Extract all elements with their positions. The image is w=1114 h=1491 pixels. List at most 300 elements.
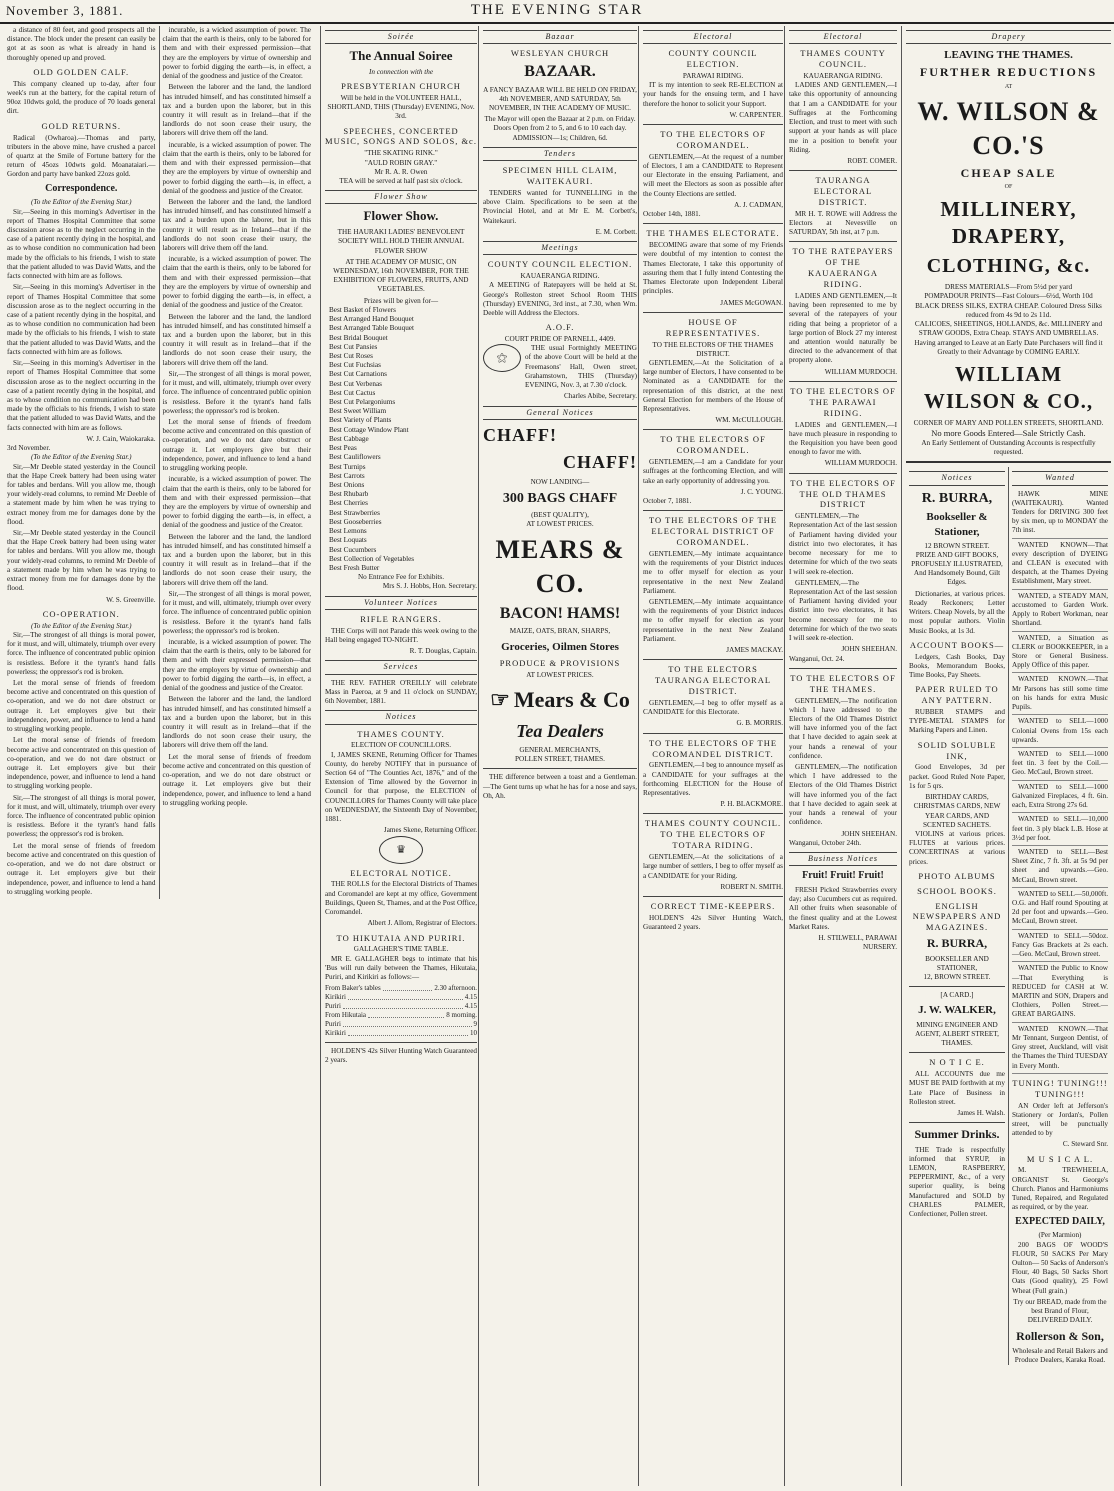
- envelopes: Good Envelopes, 3d per packet. Good Ruled Note Paper, 1s for 5 qrs.: [909, 763, 1005, 790]
- prizes-head: Prizes will be given for—: [363, 296, 439, 305]
- article-land-13: Between the laborer and the land, the landlord has intruded himself, and has constituted himself a tax and a burden upon the laborer, but in this country it will result as in Ireland—that if the landlords do not soon cease their usury, the laborers will drive them off the land.: [162, 695, 311, 750]
- coop-body-3: Let the moral sense of friends of freedom become active and concentrated on this question of co-operation, and we do not dare obstruct or outrage it. Let employers give but their independence, power, and influence to lend a hand to struggling working people.: [7, 736, 156, 791]
- old-text-2: GENTLEMEN,—The Representation Act of the last session of Parliament having divided your district into two electorates, it has become necessary for me to determine for which of the two seats I will seek re-election.: [789, 578, 897, 643]
- timetable-place: Kirikiri: [325, 993, 346, 1002]
- meeting-text: A MEETING of Ratepayers will be held at St. George's Rolleston street School Room THIS (Thursday) EVENING, 3rd inst., at 7.30, when Wm. Deeble will Address the Electors.: [483, 281, 637, 317]
- thames2-date: Wanganui, October 24th.: [789, 838, 862, 847]
- burra-name-2: R. BURRA,: [926, 936, 988, 951]
- letter1-body: Sir,—Seeing in this morning's Advertiser in the report of Thames Hospital Committee that some discussion arose as to the neglect occurring in the case of a patient recently dying in the hospital, and as to whose condition no communication had been made by the officials to his friends, I wish to state that the patient alluded to was David Watts, and the facts connected with him are as follows.: [7, 207, 156, 281]
- house-sub: TO THE ELECTORS OF THE THAMES DISTRICT.: [652, 340, 774, 358]
- wanted-item: WANTED KNOWN.—That Mr Tennant, Surgeon Dentist, of Grey street, Auckland, will visit the Thames the Third TUESDAY in Every Month.: [1012, 1025, 1108, 1074]
- article-land-9: incurable, is a wicked assumption of power. The claim that the earth is theirs, only to be labored for them and with their expressed permission—that they are the employers by virtue of ownership and power to forbid digging the earth—is, in effect, a denial of the goodness and justice of the Creator.: [162, 475, 311, 530]
- old-head: TO THE ELECTORS OF THE OLD THAMES DISTRICT: [790, 477, 896, 510]
- wanted-item: WANTED, a Situation as CLERK or BOOKKEEPER, in a Store or General Business. Apply Office of this paper.: [1012, 634, 1108, 674]
- article-land-12: incurable, is a wicked assumption of power. The claim that the earth is theirs, only to be labored for them and with their expressed permission—that they are the employers by virtue of ownership and power to forbid digging the earth—is, in effect, a denial of the goodness and justice of the Creator.: [162, 638, 311, 693]
- parawai-head: TO THE ELECTORS OF THE PARAWAI RIDING.: [790, 385, 896, 418]
- ledgers: Ledgers, Cash Books, Day Books, Memorandum Books, Time Books, Pay Sheets.: [909, 652, 1005, 680]
- article-land-5: incurable, is a wicked assumption of power. The claim that the earth is theirs, only to be labored for them and with their expressed permission—that they are the employers by virtue of ownership and power to forbid digging the earth—is, in effect, a denial of the goodness and justice of the Creator.: [162, 255, 311, 310]
- house-signature: WM. McCULLOUGH.: [715, 416, 783, 425]
- rifle-text: THE Corps will not Parade this week owing to the Hall being engaged TO-NIGHT.: [325, 626, 477, 644]
- pointing-hand-icon: ☞: [490, 686, 510, 712]
- rate-head: TO THE RATEPAYERS OF THE KAUAERANGA RIDING.: [792, 246, 894, 290]
- wanted-item: HAWK MINE (WAITEKAURI). Wanted Tenders for DRIVING 300 feet by six men, up to MONDAY the 7th inst.: [1012, 490, 1108, 539]
- notice-head: N O T I C E.: [929, 1057, 985, 1068]
- prize-list: [325, 306, 477, 573]
- coro-signature: A. J. CADMAN,: [734, 200, 783, 209]
- letter1-body-cont: Sir,—Seeing in this morning's Advertiser in the report of Thames Hospital Committee that some discussion arose as to the neglect occurring in the case of a patient recently dying in the hospital, and as to whose condition no communication had been made by the officials to his friends, I wish to state that the patient alluded to was David Watts, and the facts connected with him are as follows.: [7, 283, 156, 356]
- timetable-row: [325, 984, 477, 993]
- bazaar-church: WESLEYAN CHURCH: [510, 48, 610, 59]
- tuning-head: TUNING! TUNING!!! TUNING!!!: [1012, 1077, 1108, 1099]
- birthday-cards: BIRTHDAY CARDS, CHRISTMAS CARDS, NEW YEAR CARDS, AND SCENTED SACHETS.: [913, 793, 1001, 829]
- article-land-14: Let the moral sense of friends of freedom become active and concentrated on this question of co-operation, and we do not dare obstruct or outrage it. Let employers give but their independence, power, and influence to lend a hand to struggling working people.: [162, 752, 311, 807]
- timetable-row: [325, 1011, 477, 1020]
- article-land-3: incurable, is a wicked assumption of power. The claim that the earth is theirs, only to be labored for them and with their expressed permission—that they are the employers by virtue of ownership and power to forbid digging the earth—is, in effect, a denial of the goodness and justice of the Creator.: [162, 140, 311, 195]
- prize-item: Best Collection of Vegetables: [329, 554, 415, 563]
- aof-text: THE usual Fortnightly MEETING of the above Court will be held at the Freemasons' Hall, Owen street, Grahamstown, THIS (Thursday) EVENING, Nov. 3, at 7.30 o'clock.: [525, 344, 637, 390]
- fruit-signature: H. STILWELL, PARAWAI NURSERY.: [818, 934, 897, 952]
- pompadour: POMPADOUR PRINTS—Fast Colours—6½d, Worth 10d: [924, 292, 1093, 301]
- cc-head: COUNTY COUNCIL ELECTION.: [668, 48, 758, 70]
- section-correspondence: Correspondence.: [45, 182, 118, 194]
- thames-head: THE THAMES ELECTORATE.: [646, 228, 780, 239]
- column-news: [4, 26, 318, 1486]
- tag-electoral-2: Electoral: [789, 30, 897, 44]
- prize-item: Best Carrots: [329, 471, 365, 480]
- electoral-notice-head: ELECTORAL NOTICE.: [350, 867, 452, 878]
- pollen-street: POLLEN STREET, THAMES.: [515, 755, 605, 764]
- coop-body-5: Let the moral sense of friends of freedom become active and concentrated on this question of co-operation, and we do not dare obstruct or outrage it. Let employers give but their independence, power, and influence to lend a hand to struggling working people.: [7, 841, 156, 896]
- tea-dealers: Tea Dealers: [516, 720, 604, 741]
- thames-text: BECOMING aware that some of my Friends were doubtful of my intention to contest the Thames Electorate, I take this opportunity of assuring them that I fully intend Contesting the Thames Electorate upon Independent Liberal principles.: [643, 241, 783, 296]
- account-books: ACCOUNT BOOKS—: [909, 639, 1005, 650]
- prize-item: Best Cut Carnations: [329, 370, 387, 379]
- flower-signature: Mrs S. J. Hobbs, Hon. Secretary.: [382, 582, 477, 591]
- card-label: [A CARD.]: [940, 991, 974, 1000]
- tag-tenders: Tenders: [483, 147, 637, 161]
- wholesale: Wholesale and Retail Bakers and Produce Dealers, Karaka Road.: [1012, 1346, 1108, 1365]
- timetable-place: Kirikiri: [325, 1029, 346, 1038]
- coro2-head: TO THE ELECTORS OF COROMANDEL.: [660, 434, 766, 456]
- timekeepers-text: HOLDEN'S 42s Silver Hunting Watch, Guaranteed 2 years.: [643, 913, 783, 932]
- rate-text: LADIES AND GENTLEMEN,—It having been represented to me by several of the ratepayers of your riding that being a proprietor of a large portion of Block 27 my interest and attention would naturally be directed to the advancement of that property alone.: [789, 291, 897, 365]
- county-head: THAMES COUNTY.: [357, 728, 445, 739]
- prize-item: Best Loquats: [329, 536, 367, 545]
- silks: BLACK DRESS SILKS, EXTRA CHEAP. Coloured Dress Silks reduced from 4s 9d to 2s 11d.: [915, 301, 1102, 319]
- gallagher-text: MR E. GALLAGHER begs to intimate that his 'Bus will run daily between the Thames, Hikutaia, Puriri, and Kirikiri as follows:—: [325, 954, 477, 982]
- letter2-signature: W. S. Greenville.: [106, 595, 156, 604]
- parawai-signature: WILLIAM MURDOCH.: [824, 459, 897, 468]
- wanted-item: WANTED to SELL—1000 Galvanized Fireplaces, 4 ft. 6in. each, Extra Strong 27s 6d.: [1012, 783, 1108, 814]
- article-land-1: incurable, is a wicked assumption of power. The claim that the earth is theirs, only to be labored for them and with their expressed permission—that they are the employers by virtue of ownership and power to forbid digging the earth—is, in effect, a denial of the goodness and justice of the Creator.: [162, 26, 311, 81]
- hikutaia-head: TO HIKUTAIA AND PURIRI.: [336, 932, 466, 943]
- paper-ruled: PAPER RULED TO ANY PATTERN.: [915, 684, 999, 706]
- prize-item: Best Arranged Hand Bouquet: [329, 315, 414, 324]
- emblem-icon: ⚝: [483, 344, 521, 392]
- dress-materials: DRESS MATERIALS—From 5½d per yard: [944, 283, 1073, 292]
- brown-street: 12 BROWN STREET.: [924, 541, 990, 550]
- county-text: I, JAMES SKENE, Returning Officer for Thames County, do hereby NOTIFY that in pursuance of Section 64 of "The Counties Act, 1876," and of the Extension of Time allowed by the Governor in Council for that purpose, the ELECTION of COUNCILLORS for Thames County will take place on WEDNESDAY, the Sixteenth Day of November, 1881.: [325, 750, 477, 824]
- soiree-sub: In connection with the: [368, 67, 434, 76]
- coop-body-2: Let the moral sense of friends of freedom become active and concentrated on this question of co-operation, and we do not dare obstruct or outrage it. Let employers give but their independence, power, and influence to lend a hand to struggling working people.: [7, 678, 156, 734]
- settlement: An Early Settlement of Outstanding Accounts is respectfully requested.: [921, 438, 1096, 457]
- prize-item: Best Basket of Flowers: [329, 305, 396, 314]
- rate-signature: WILLIAM MURDOCH.: [824, 367, 897, 376]
- wanted-item: WANTED, a STEADY MAN, accustomed to Garden Work. Apply to Robert Workman, near Shortland.: [1012, 592, 1108, 632]
- tender-signature: E. M. Corbett.: [595, 227, 637, 236]
- prize-item: Best Onions: [329, 481, 365, 489]
- tag-volunteer: Volunteer Notices: [325, 596, 477, 610]
- tec-text-2: GENTLEMEN,—My intimate acquaintance with the requirements of your District induces me to offer myself for election as your representative in the next New Zealand Parliament.: [643, 598, 783, 643]
- prize-item: Best Cottage Window Plant: [329, 425, 409, 434]
- article-gold-returns: Radical (Owharoa).—Thomas and party, tributers in the above mine, have crushed a parcel of quartz at the Smile of Fortune battery for the return of 45ozs 10dwts gold. Moanataiari.—Gordon and party have banked 22ozs gold.: [7, 133, 156, 179]
- old-signature: JOHN SHEEHAN.: [841, 645, 897, 654]
- letter1-signature: W. J. Cain, Waiokaraka.: [86, 434, 156, 443]
- prize-item: Best Variety of Plants: [329, 416, 392, 425]
- wanted-item: WANTED the Public to Know—That Everything is REDUCED for CASH at W. MARTIN and SON, Drapers and Clothiers, Pollen Street.—GREAT BARGAINS.: [1012, 964, 1108, 1022]
- summer-text: THE Trade is respectfully informed that SYRUP, in LEMON, RASPBERRY, PEPPERMINT, &c., of a very superior quality, is being Manufactured and SOLD by CHARLES PALMER, Confectioner, Pollen street.: [909, 1145, 1005, 1219]
- soiree-where: Will be held in the VOLUNTEER HALL, SHORTLAND, THIS (Thursday) EVENING, Nov. 3rd.: [327, 93, 475, 121]
- prize-item: Best Cut Cactus: [329, 388, 376, 397]
- william-wilson: WILLIAM WILSON & CO.,: [923, 362, 1094, 413]
- tcc-signature: ROBT. COMER.: [847, 156, 897, 165]
- best-quality: (BEST QUALITY),: [531, 511, 589, 519]
- letter2-body: Sir,—Mr Deeble stated yesterday in the Council that the Hape Creek battery had been using water for tables and berdans. Will you allow me, though your widely-read columns, to remind Mr Deeble of a statement made by him when he was trying to extract money from me for damages done by the flood.: [7, 462, 156, 526]
- tuning-signature: C. Steward Snr.: [1062, 1140, 1108, 1149]
- general-merchants: GENERAL MERCHANTS,: [519, 746, 601, 755]
- notice-text: ALL ACCOUNTS due me MUST BE PAID forthwith at my Late Place of Business in Rolleston street.: [909, 1070, 1005, 1106]
- bazaar-title: BAZAAR.: [524, 63, 596, 81]
- soiree-church: PRESBYTERIAN CHURCH: [341, 81, 461, 92]
- totara-signature: ROBERT N. SMITH.: [720, 882, 783, 891]
- crest-icon: ♛: [325, 836, 477, 864]
- coro2-text: GENTLEMEN,—I am a Candidate for your suffrages at the forthcoming Election, and will take an early opportunity of addressing you.: [643, 458, 783, 485]
- violins: VIOLINS at various prices. FLUTES at various prices. CONCERTINAS at various prices.: [909, 829, 1005, 866]
- lowest-prices: AT LOWEST PRICES.: [526, 520, 594, 529]
- thames2-text-2: GENTLEMEN,—The notification which I have addressed to the Electors of the Old Thames District will have informed you of the fact that I have decided to again seek at your hands a renewal of your confidence.: [789, 763, 897, 827]
- parawai-text: LADIES and GENTLEMEN,—I have much pleasure in responding to the Requisition you have been good enough to favor me with.: [789, 420, 897, 457]
- flower-society: THE HAURAKI LADIES' BENEVOLENT SOCIETY WILL HOLD THEIR ANNUAL FLOWER SHOW: [337, 228, 465, 255]
- article-intro: a distance of 80 feet, and good prospects all the distance. The block under the present can easily be got at as soon as what is already in hand is thoroughly opened up and proved.: [7, 26, 156, 62]
- of-word: OF: [1004, 184, 1013, 191]
- summer-drinks: Summer Drinks.: [914, 1127, 1000, 1142]
- prize-item: Best Cut Fuchsias: [329, 361, 381, 370]
- mears-logo: MEARS & CO.: [495, 535, 625, 598]
- coop-body-4: Sir,—The strongest of all things is moral power, for it must, and will, ultimately, triumph over every force. The influence of concentrated public opinion is resistless. Before it the tyrant's hand falls powerless; the oppressor's rod is broken.: [7, 793, 156, 839]
- wanted-list: [1012, 490, 1108, 1074]
- tauranga-head: TAURANGA ELECTORAL DISTRICT.: [813, 175, 873, 207]
- timetable-time: 4.15: [464, 1002, 477, 1011]
- wanted-item: WANTED to SELL—1000 Colonial Ovens from 15s each upwards.: [1012, 717, 1108, 748]
- photo-albums: PHOTO ALBUMS: [918, 870, 996, 881]
- prize-item: Best Peas: [329, 444, 357, 453]
- timekeepers-head: CORRECT TIME-KEEPERS.: [650, 900, 776, 911]
- prize-item: Best Cut Roses: [329, 351, 373, 360]
- musical-head: M U S I C A L.: [1026, 1153, 1094, 1164]
- prize-item: Best Arranged Table Bouquet: [329, 324, 414, 333]
- soiree-skating: "THE SKATING RINK.": [364, 149, 438, 158]
- now-landing: NOW LANDING—: [530, 477, 590, 486]
- cc-text: IT is my intention to seek RE-ELECTION at your hands for the ensuing term, and I have therefore the honor to solicit your Support.: [643, 81, 783, 108]
- electoral-notice-signature: Albert J. Allom, Registrar of Electors.: [367, 919, 477, 928]
- meeting-head: COUNTY COUNCIL ELECTION.: [487, 259, 633, 270]
- flower-fee: No Entrance Fee for Exhibits.: [357, 573, 445, 582]
- timetable-place: From Hikutaia: [325, 1011, 367, 1020]
- soiree-song: "AULD ROBIN GRAY.": [364, 158, 438, 167]
- rubber-stamps: RUBBER STAMPS and TYPE-METAL STAMPS for Marking Papers and Linen.: [909, 708, 1005, 735]
- thames-signature: JAMES McGOWAN.: [720, 298, 783, 307]
- bacon-hams: BACON! HAMS!: [499, 604, 621, 622]
- thames2-signature: JOHN SHEEHAN.: [841, 829, 897, 838]
- tag-bazaar: Bazaar: [483, 30, 637, 44]
- letter1-date: 3rd November.: [7, 444, 51, 453]
- soiree-items: SPEECHES, CONCERTED MUSIC, SONGS AND SOLOS, &c.: [325, 125, 477, 147]
- rollerson: Rollerson & Son,: [1016, 1328, 1104, 1343]
- coro-text: GENTLEMEN,—At the request of a number of Electors, I am a CANDIDATE to Represent our Electorate in the ensuing Parliament, and will meet the Electors as soon as possible after the County Elections are settled.: [643, 152, 783, 198]
- maize-line: MAIZE, OATS, BRAN, SHARPS,: [509, 627, 611, 636]
- rifle-signature: R. T. Douglas, Captain.: [409, 647, 477, 656]
- gallagher-head: GALLAGHER'S TIME TABLE.: [353, 945, 449, 954]
- house-text: GENTLEMEN,—At the Solicitation of a large number of Electors, I have consented to be Nominated as a CANDIDATE for the representation of this district, at the next General Election for members of the House of Representatives.: [643, 358, 783, 414]
- leaving: LEAVING THE THAMES.: [944, 49, 1073, 62]
- footer-joke: THE difference between a toast and a Gentleman.—The Gent turns up what he has for a nose and says, Oh, Ah.: [483, 773, 637, 800]
- cc-signature: W. CARPENTER.: [729, 110, 783, 119]
- prize-item: Best Strawberries: [329, 508, 380, 517]
- column-notices-b: [478, 26, 641, 1486]
- taur-head: TO THE ELECTORS TAURANGA ELECTORAL DISTRICT.: [654, 664, 772, 697]
- bazaar-mayor: The Mayor will open the Bazaar at 2 p.m. on Friday.: [484, 115, 636, 124]
- prize-item: Best Cut Pelargoniums: [329, 398, 396, 407]
- meeting-sub: KAUAERANGA RIDING.: [520, 272, 600, 281]
- wanted-item: WANTED to SELL—10,000 feet tin. 3 ply black L.B. Hose at 3½d per foot.: [1012, 815, 1108, 846]
- column-ads: [784, 26, 1114, 1486]
- chaff-1: CHAFF!: [483, 424, 557, 445]
- soiree-title: The Annual Soiree: [349, 48, 453, 64]
- rifle-head: RIFLE RANGERS.: [360, 613, 442, 624]
- house-head: HOUSE OF REPRESENTATIVES.: [665, 316, 761, 338]
- timetable-time: 8 morning.: [446, 1011, 477, 1020]
- tcc-text: LADIES AND GENTLEMEN,—I take this opportunity of announcing that I am a CANDIDATE for your Suffrages at the Forthcoming Election, and trust to meet with such support at your hands as will place me in a position to benefit your Riding.: [789, 81, 897, 154]
- totara-head: THAMES COUNTY COUNCIL. TO THE ELECTORS OF TOTARA RIDING.: [644, 818, 782, 851]
- wanted-item: WANTED to SELL—50,000ft. O.G. and Half round Spouting at 2d per foot and upwards.—Geo. McCaul, Brown street.: [1012, 890, 1108, 930]
- timetable-place: Puriri: [325, 1002, 341, 1011]
- aof-signature: Charles Abibe, Secretary.: [564, 392, 637, 401]
- tag-notices: Notices: [325, 710, 477, 724]
- tuning-text: AN Order left at Jefferson's Stationery or Jordan's, Pollen street, will be punctually attended to by: [1012, 1101, 1108, 1138]
- article-land-10: Between the laborer and the land, the landlord has intruded himself, and has constituted himself a tax and a burden upon the laborer, but in this country it will result as in Ireland—that if the landlords do not soon cease their usury, the laborers will drive them off the land.: [162, 532, 311, 587]
- timetable-row: [325, 1029, 477, 1038]
- wanted-item: WANTED to SELL—1000 feet tin. 3 feet by the Coil.—Geo. McCaul, Brown street.: [1012, 750, 1108, 781]
- electoral-notice-text: THE ROLLS for the Electoral Districts of Thames and Coromandel are kept at my office, Government Buildings, Queen St, Thames, and at the Post Office, Coromandel.: [325, 880, 477, 917]
- calicoes: CALICOES, SHEETINGS, HOLLANDS, &c. MILLINERY and STRAW GOODS, Extra Cheap. STAYS AND UMBRELLAS.: [914, 320, 1103, 338]
- tag-electoral: Electoral: [643, 30, 783, 44]
- timetable-place: From Baker's tables: [325, 984, 381, 993]
- prize-item: Best Turnips: [329, 462, 366, 471]
- tcc-head: THAMES COUNTY COUNCIL.: [800, 48, 886, 70]
- thames2-text: GENTLEMEN,—The notification which I have addressed to the Electors of the Old Thames District will have informed you of the fact that I have decided to again seek at your hands a renewal of your confidence.: [789, 696, 897, 760]
- column-notices-a: [320, 26, 481, 1486]
- tag-general-notices: General Notices: [483, 406, 637, 420]
- soluble-ink: SOLID SOLUBLE INK,: [917, 739, 997, 761]
- prize-item: Best Cherries: [329, 499, 368, 508]
- wilson-logo: W. WILSON & CO.'S: [917, 97, 1100, 160]
- arranged: Having arranged to Leave at an Early Date Purchasers will find it Greatly to their Advantage by COMING EARLY.: [914, 338, 1103, 356]
- coro-head: TO THE ELECTORS OF COROMANDEL.: [660, 129, 766, 150]
- lowest-prices-2: AT LOWEST PRICES.: [526, 670, 594, 679]
- issue-date: November 3, 1881.: [6, 3, 124, 18]
- cheap-sale: CHEAP SALE: [960, 165, 1057, 180]
- tag-soiree: Soirée: [325, 30, 477, 44]
- article-land-7: Sir,—The strongest of all things is moral power, for it must, and will, ultimately, triumph over every force. The influence of concentrated public opinion is resistless. Before it the tyrant's hand falls powerless; the oppressor's rod is broken.: [162, 369, 311, 415]
- clothing: CLOTHING, &c.: [926, 254, 1091, 277]
- chaff-bags: 300 BAGS CHAFF: [502, 491, 618, 507]
- bookseller: Bookseller & Stationer,: [926, 511, 988, 538]
- tec-signature: JAMES MACKAY.: [726, 646, 783, 655]
- fruit-text: FRESH Picked Strawberries every day; also Cucumbers cut as required. All other fruits when seasonable of the finest quality and at the Lowest Market Rates.: [789, 886, 897, 931]
- headline-co-operation: CO-OPERATION.: [42, 608, 120, 619]
- services-text: THE REV. FATHER O'REILLY will celebrate Mass in Paeroa, at 9 and 11 o'clock on SUNDAY, 6th November, 1881.: [325, 678, 477, 706]
- article-land-11: Sir,—The strongest of all things is moral power, for it must, and will, ultimately, triumph over every force. The influence of concentrated public opinion is resistless. Before it the tyrant's hand falls powerless; the oppressor's rod is broken.: [162, 589, 311, 635]
- bazaar-admission: ADMISSION—1s; Children, 6d.: [512, 133, 608, 142]
- taur-signature: G. B. MORRIS.: [736, 719, 783, 728]
- letter1-addressee: (To the Editor of the Evening Star.): [30, 198, 132, 207]
- letter2-addressee: (To the Editor of the Evening Star.): [30, 453, 132, 462]
- tag-meetings: Meetings: [483, 241, 637, 255]
- walker-name: J. W. WALKER,: [918, 1004, 996, 1017]
- tag-services: Services: [325, 660, 477, 674]
- drapery-and-ads: [902, 26, 1111, 1486]
- bookseller-2: BOOKSELLER AND STATIONER,: [925, 954, 989, 972]
- timetable-place: Puriri: [325, 1020, 341, 1029]
- thames2-head: TO THE ELECTORS OF THE THAMES.: [790, 672, 896, 694]
- divider: [325, 1042, 477, 1043]
- prize-item: Best Gooseberries: [329, 517, 382, 526]
- mining-agent: MINING ENGINEER AND AGENT, ALBERT STREET, THAMES.: [915, 1020, 999, 1047]
- article-land-6: Between the laborer and the land, the landlord has intruded himself, and has constituted himself a tax and a burden upon the laborer, but in this country it will result as in Ireland—that if the landlords do not soon cease their usury, the laborers will drive them off the land.: [162, 312, 311, 367]
- prize-item: Best Cucumbers: [329, 545, 377, 554]
- soiree-conductor: Mr R. A. R. Owen: [374, 167, 428, 176]
- soiree-tea: TEA will be served at half past six o'clock.: [339, 177, 463, 186]
- tag-business: Business Notices: [789, 852, 897, 866]
- article-golden-calf: This company cleaned up to-day, after four week's run at the battery, for the capital return of 90oz 10dwts gold, the produce of 70 loads general dirt.: [7, 79, 156, 116]
- holden-ad: HOLDEN'S 42s Silver Hunting Watch Guaranteed 2 years.: [325, 1047, 477, 1065]
- prize-item: Best Cauliflowers: [329, 453, 381, 462]
- timetable-time: 9: [473, 1020, 477, 1029]
- prize-item: Best Bridal Bouquet: [329, 333, 388, 342]
- prize-item: Best Fresh Butter: [329, 563, 380, 572]
- headline-gold-returns: GOLD RETURNS.: [41, 120, 122, 131]
- prize-books: PRIZE AND GIFT BOOKS, PROFUSELY ILLUSTRATED, And Handsomely Bound, Gilt Edges.: [911, 550, 1003, 587]
- tag-notices-2: Notices: [909, 471, 1005, 485]
- newspaper-title: THE EVENING STAR: [470, 2, 644, 18]
- burra-name: R. BURRA,: [921, 490, 993, 506]
- coro3-text: GENTLEMEN,—I beg to announce myself as a CANDIDATE for your suffrages at the forthcoming ELECTION for the House of Representatives.: [643, 761, 783, 798]
- no-more: No more Goods Entered—Sale Strictly Cash.: [931, 427, 1086, 438]
- wanted-item: WANTED KNOWN.—That Mr Parsons has still some time on his hands for extra Music Pupils.: [1012, 675, 1108, 715]
- article-land-2: Between the laborer and the land, the landlord has intruded himself, and has constituted himself a tax and a burden upon the laborer, but in this country it will result as in Ireland—that if the landlords do not soon cease their usury, the laborers will drive them off the land.: [162, 83, 311, 138]
- coro3-signature: P. H. BLACKMORE.: [720, 800, 783, 809]
- coro2-signature: J. C. YOUNG.: [740, 487, 783, 496]
- corner: CORNER OF MARY AND POLLEN STREETS, SHORTLAND.: [913, 418, 1104, 427]
- timetable-time: 4.15: [464, 993, 477, 1002]
- county-signature: James Skene, Returning Officer.: [383, 826, 477, 835]
- column-electoral-b: [789, 26, 902, 1486]
- further-reductions: FURTHER REDUCTIONS: [919, 65, 1098, 80]
- tec-text: GENTLEMEN,—My intimate acquaintance with the requirements of your District induces me to offer myself for election as your representative in the next New Zealand Parliament.: [643, 549, 783, 595]
- tec-head: TO THE ELECTORS OF THE ELECTORAL DISTRICT OF COROMANDEL.: [648, 515, 778, 548]
- millinery: MILLINERY, DRAPERY,: [940, 196, 1077, 248]
- timetable-row: [325, 993, 477, 1002]
- dictionaries: Dictionaries, at various prices. Ready Reckoners; Letter Writers. Cheap Novels, by all the most popular authors. Violin Music Books, at 1s 3d.: [909, 589, 1005, 635]
- letter1-body-cont2: Sir,—Seeing in this morning's Advertiser in the report of Thames Hospital Committee that some discussion arose as to the neglect occurring in the case of a patient recently dying in the hospital, and as to whose condition no communication had been made by the officials to his friends, I wish to state that the patient alluded to was David Watts, and the facts connected with him are as follows.: [7, 359, 156, 432]
- totara-text: GENTLEMEN,—At the solicitations of a large number of settlers, I beg to offer myself as a CANDIDATE for your Riding.: [643, 853, 783, 880]
- county-sub: ELECTION OF COUNCILLORS.: [350, 741, 452, 750]
- prize-item: Best Rhubarb: [329, 490, 369, 499]
- timetable-row: [325, 1002, 477, 1011]
- wanted-item: WANTED KNOWN—That every description of DYEING and CLEAN is executed with despatch, at the Thames Dyeing Establishment, Mary street.: [1012, 541, 1108, 590]
- tender-head: SPECIMEN HILL CLAIM, WAITEKAURI.: [502, 165, 618, 186]
- musical-text: M. TREWHEELA, ORGANIST St. George's Church. Pianos and Harmoniums Tuned, Repaired, and Regulated as required, or by the year.: [1012, 1166, 1108, 1212]
- timetable-time: 2.30 afternoon.: [434, 984, 477, 993]
- coro2-date: October 7, 1881.: [643, 497, 692, 506]
- mears-script: Mears & Co: [513, 686, 630, 712]
- brown-street-2: 12, BROWN STREET.: [923, 973, 991, 982]
- wanted-item: WANTED to SELL—Best Sheet Zinc, 7 ft. 3ft. at 5s 9d per sheet and upwards.—Geo. McCaul, Brown street.: [1012, 848, 1108, 888]
- prize-item: Best Cabbage: [329, 434, 369, 443]
- column-electoral-a: [638, 26, 787, 1486]
- bazaar-doors: Doors Open from 2 to 5, and 6 to 10 each day.: [493, 124, 627, 133]
- tag-wanted: Wanted: [1012, 471, 1108, 485]
- tender-text: TENDERS wanted for TUNNELLING in the above Claim. Specifications to be seen at the Provincial Hotel, and at Mr E. M. Corbett's, Waitekauri.: [483, 188, 637, 225]
- timetable: [325, 984, 477, 1038]
- tcc-sub: KAUAERANGA RIDING.: [803, 71, 883, 80]
- flower-when: AT THE ACADEMY OF MUSIC, ON WEDNESDAY, 16th NOVEMBER, FOR THE EXHIBITION OF FLOWERS, FRUITS, AND VEGETABLES.: [333, 257, 469, 294]
- divider: [483, 768, 637, 769]
- groceries-line: Groceries, Oilmen Stores: [501, 640, 619, 653]
- prize-item: Best Cut Verbenas: [329, 379, 382, 388]
- coop-addressee: (To the Editor of the Evening Star.): [30, 621, 132, 630]
- old-date: Wanganui, Oct. 24.: [789, 654, 845, 663]
- notice-signature: James H. Walsh.: [957, 1108, 1005, 1117]
- old-text: GENTLEMEN,—The Representation Act of the last session of Parliament having divided your district into two electorates, it has become necessary for me to determine for which of the two seats I will seek re-election.: [789, 512, 897, 576]
- tauranga-text: MR H. T. ROWE will Address the Electors at Nevesville on SATURDAY, 5th inst, at 7 p.m.: [789, 209, 897, 237]
- prize-item: Best Lemons: [329, 527, 367, 536]
- school-books: SCHOOL BOOKS.: [917, 885, 997, 896]
- coro3-head: TO THE ELECTORS OF THE COROMANDEL DISTRICT.: [648, 737, 778, 759]
- coop-body: Sir,—The strongest of all things is moral power, for it must, and will, ultimately, triumph over every force. The influence of concentrated public opinion is resistless. Before it the tyrant's hand falls powerless; the oppressor's rod is broken.: [7, 630, 156, 676]
- headline-golden-calf: OLD GOLDEN CALF.: [33, 66, 130, 77]
- mears-banner: [483, 686, 637, 714]
- timetable-time: 10: [470, 1029, 477, 1038]
- bread-text: Try our BREAD, made from the best Brand of Flour, DELIVERED DAILY.: [1013, 1297, 1107, 1325]
- aof-court: COURT PRIDE OF PARNELL, 4409.: [504, 335, 616, 344]
- bazaar-text: A FANCY BAZAAR WILL BE HELD ON FRIDAY, 4th NOVEMBER, AND SATURDAY, 5th NOVEMBER, IN THE ACADEMY OF MUSIC.: [483, 85, 637, 113]
- prize-item: Best Sweet William: [329, 407, 387, 416]
- at-word: AT: [1004, 83, 1013, 90]
- tag-flower-show: Flower Show: [325, 190, 477, 204]
- letter2-body-cont: Sir,—Mr Deeble stated yesterday in the Council that the Hape Creek battery had been using water for tables and berdans. Will you allow me, though your widely-read columns, to remind Mr Deeble of a statement made by him when he was trying to extract money from me for damages done by the flood.: [7, 529, 156, 593]
- article-land-8: Let the moral sense of friends of freedom become active and concentrated on this question of co-operation, and we do not dare obstruct or outrage it. Let employers give but their independence, power, and influence to lend a hand to struggling working people.: [162, 417, 311, 473]
- flower-title: Flower Show.: [363, 208, 439, 224]
- prize-item: Best Cut Pansies: [329, 342, 378, 351]
- aof-head: A.O.F.: [545, 322, 575, 333]
- masthead: [0, 0, 1114, 24]
- english-newspapers: ENGLISH NEWSPAPERS AND MAGAZINES.: [912, 900, 1002, 933]
- taur-text: GENTLEMEN,—I beg to offer myself as a CANDIDATE for this Electorate.: [643, 698, 783, 717]
- cc-sub: PARAWAI RIDING.: [682, 71, 744, 80]
- expected-sub: (Per Marmion): [1038, 1231, 1082, 1240]
- coro-date: October 14th, 1881.: [643, 210, 701, 219]
